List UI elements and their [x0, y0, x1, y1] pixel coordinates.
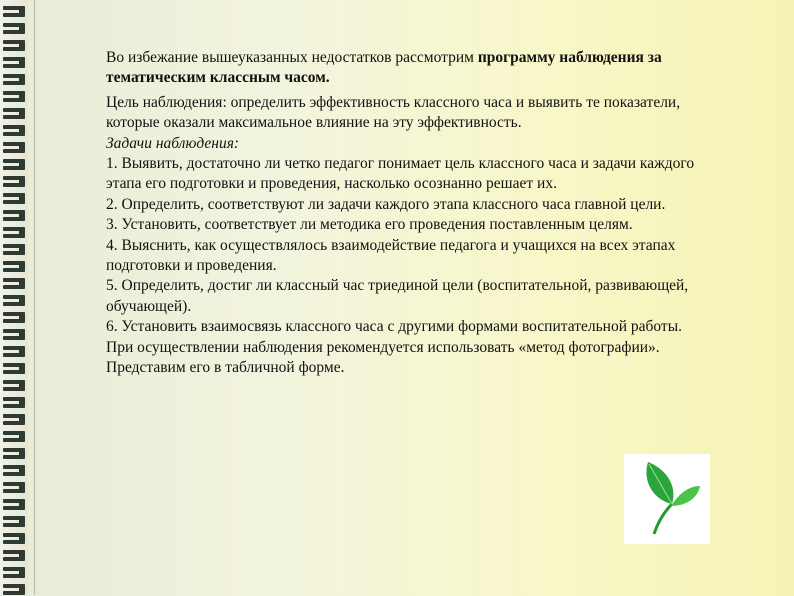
binding-ring-icon — [3, 584, 25, 596]
closing-paragraph: При осуществлении наблюдения рекомендуется использовать «метод фотографии». Представим его в табличной форме. — [106, 338, 660, 377]
binding-ring-icon — [3, 499, 25, 511]
binding-ring-icon — [3, 482, 25, 494]
binding-ring-icon — [3, 210, 25, 222]
binding-ring-icon — [3, 74, 25, 86]
task-item-5: 5. Определить, достиг ли классный час триединой цели (воспитательной, развивающей, обучающей). — [106, 277, 689, 315]
binding-ring-icon — [3, 261, 25, 273]
binding-ring-icon — [3, 159, 25, 171]
binding-ring-icon — [3, 193, 25, 205]
tasks-heading: Задачи наблюдения: — [106, 134, 240, 152]
task-item-2: 2. Определить, соответствуют ли задачи каждого этапа классного часа главной цели. — [106, 195, 666, 213]
binding-edge-line — [34, 0, 35, 595]
binding-ring-icon — [3, 6, 25, 18]
binding-ring-icon — [3, 414, 25, 426]
binding-ring-icon — [3, 176, 25, 188]
binding-ring-icon — [3, 125, 25, 137]
binding-ring-icon — [3, 329, 25, 341]
intro-paragraph — [106, 48, 706, 89]
binding-ring-icon — [3, 312, 25, 324]
binding-ring-icon — [3, 91, 25, 103]
green-leaf-icon — [624, 454, 710, 544]
binding-ring-icon — [3, 244, 25, 256]
binding-ring-icon — [3, 397, 25, 409]
binding-ring-icon — [3, 23, 25, 35]
binding-ring-icon — [3, 295, 25, 307]
binding-ring-icon — [3, 465, 25, 477]
binding-ring-icon — [3, 227, 25, 239]
binding-ring-icon — [3, 278, 25, 290]
binding-ring-icon — [3, 516, 25, 528]
binding-ring-icon — [3, 142, 25, 154]
binding-ring-icon — [3, 40, 25, 52]
task-item-1: 1. Выявить, достаточно ли четко педагог понимает цель классного часа и задачи каждого этапа его подготовки и проведения, насколько осознанно решает их. — [106, 155, 695, 193]
intro-bold-text: программу наблюдения за тематическим классным часом. — [106, 49, 662, 87]
binding-ring-icon — [3, 448, 25, 460]
task-item-3: 3. Установить, соответствует ли методика его проведения поставленным целям. — [106, 216, 633, 234]
binding-ring-icon — [3, 363, 25, 375]
binding-ring-icon — [3, 108, 25, 120]
spiral-binding — [0, 0, 28, 595]
binding-ring-icon — [3, 533, 25, 545]
binding-ring-icon — [3, 346, 25, 358]
intro-normal-text: Во избежание вышеуказанных недостатков рассмотрим — [106, 49, 478, 66]
binding-ring-icon — [3, 550, 25, 562]
task-item-4: 4. Выяснить, как осуществлялось взаимодействие педагога и учащихся на всех этапах подготовки и проведения. — [106, 236, 676, 275]
binding-ring-icon — [3, 57, 25, 69]
binding-ring-icon — [3, 567, 25, 579]
leaf-image — [624, 454, 710, 544]
slide-text — [106, 48, 706, 379]
task-item-6: 6. Установить взаимосвязь классного часа с другими формами воспитательной работы. — [106, 318, 682, 336]
binding-ring-icon — [3, 380, 25, 392]
goal-paragraph: Цель наблюдения: определить эффективность классного часа и выявить те показатели, которые оказали максимальное влияние на эту эффективность. — [106, 93, 681, 132]
binding-ring-icon — [3, 431, 25, 443]
